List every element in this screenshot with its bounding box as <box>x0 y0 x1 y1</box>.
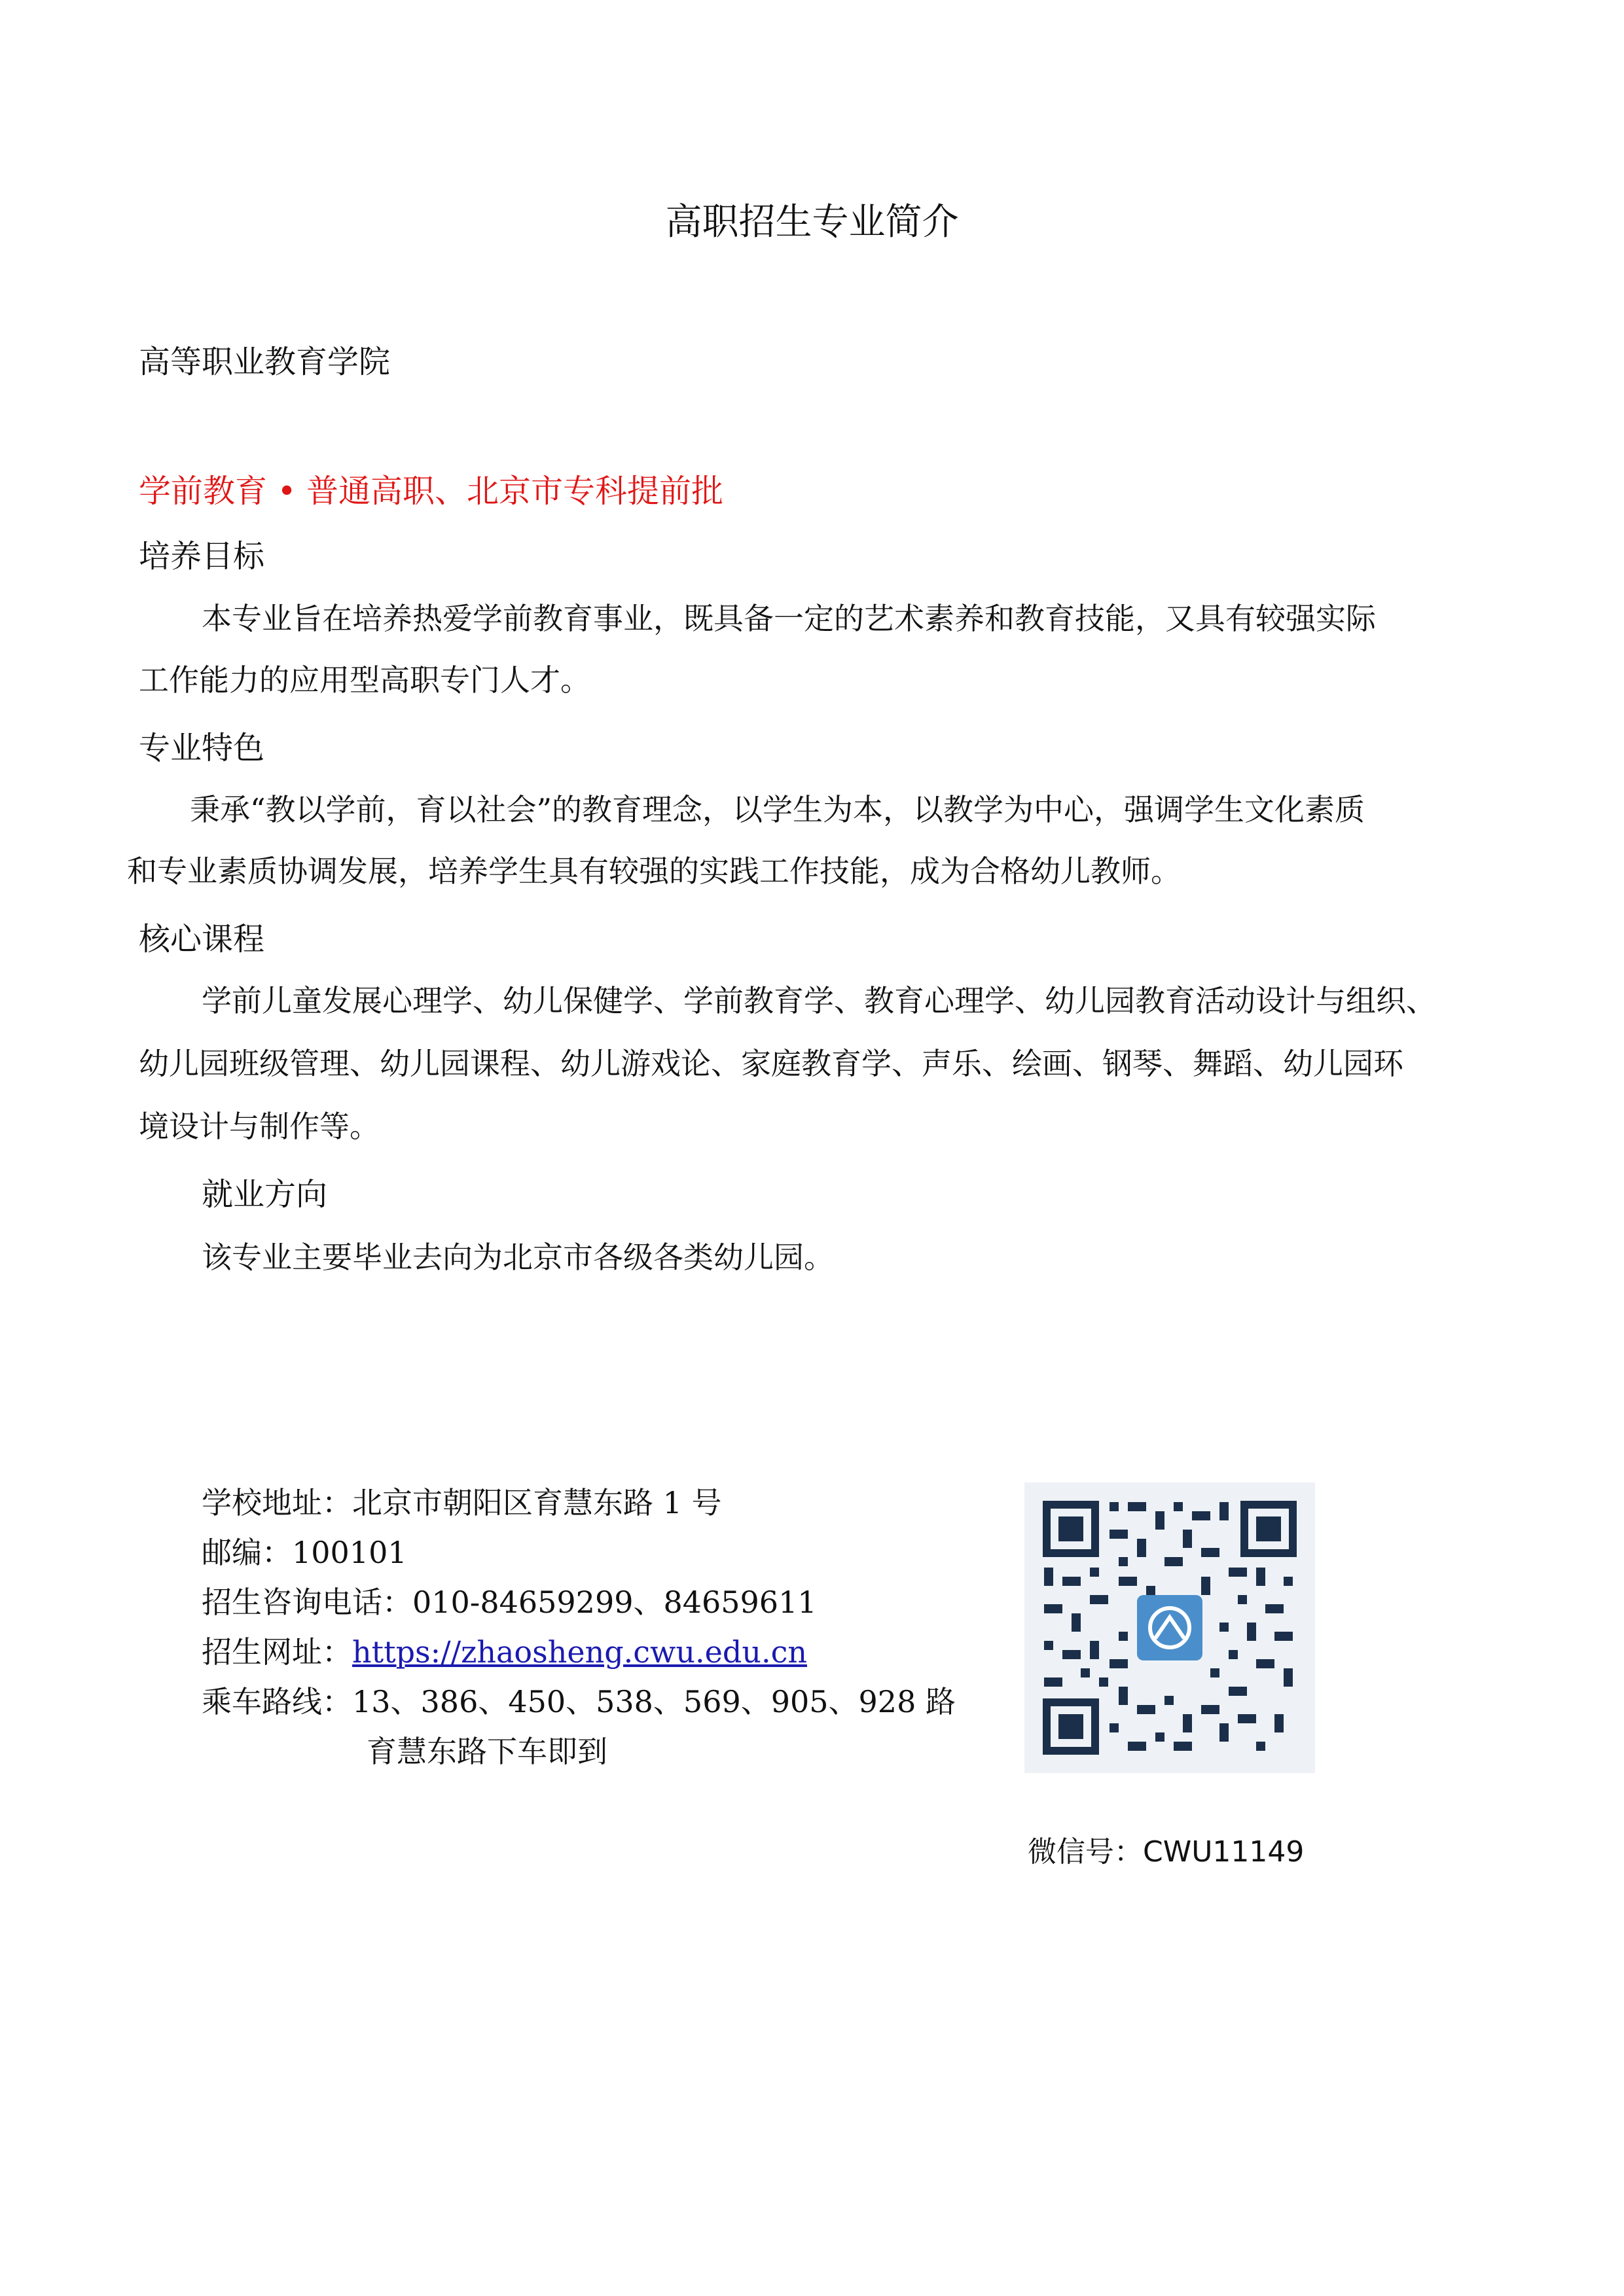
courses-line-3: 境设计与制作等。 <box>139 1109 380 1144</box>
phone-line: 招生咨询电话：010-84659299、84659611 <box>202 1585 817 1620</box>
wechat-id: 微信号：CWU11149 <box>1028 1835 1305 1869</box>
courses-line-1: 学前儿童发展心理学、幼儿保健学、学前教育学、教育心理学、幼儿园教育活动设计与组织、 <box>202 983 1436 1018</box>
section-heading-feature: 专业特色 <box>139 730 265 766</box>
website-line <box>202 1627 807 1677</box>
page-title: 高职招生专业简介 <box>665 201 959 243</box>
bus-route-line: 乘车路线：13、386、450、538、569、905、928 路 <box>202 1684 956 1719</box>
address-line: 学校地址：北京市朝阳区育慧东路 1 号 <box>202 1485 722 1520</box>
postcode-line: 邮编：100101 <box>202 1535 407 1570</box>
website-link[interactable]: https://zhaosheng.cwu.edu.cn <box>352 1634 807 1670</box>
major-heading: 学前教育 • 普通高职、北京市专科提前批 <box>139 473 724 510</box>
bus-stop-line: 育慧东路下车即到 <box>367 1734 607 1769</box>
feature-line-1: 秉承“教以学前，育以社会”的教育理念，以学生为本，以教学为中心，强调学生文化素质 <box>190 792 1365 827</box>
section-heading-courses: 核心课程 <box>139 921 265 958</box>
section-heading-career: 就业方向 <box>202 1176 328 1213</box>
feature-line-2: 和专业素质协调发展，培养学生具有较强的实践工作技能，成为合格幼儿教师。 <box>127 853 1181 889</box>
college-name: 高等职业教育学院 <box>139 344 391 380</box>
goal-line-1: 本专业旨在培养热爱学前教育事业，既具备一定的艺术素养和教育技能，又具有较强实际 <box>202 601 1376 636</box>
website-label: 招生网址： <box>202 1634 352 1670</box>
career-line-1: 该专业主要毕业去向为北京市各级各类幼儿园。 <box>202 1240 834 1275</box>
goal-line-2: 工作能力的应用型高职专门人才。 <box>139 662 590 698</box>
qr-code-icon <box>1024 1482 1315 1773</box>
courses-line-2: 幼儿园班级管理、幼儿园课程、幼儿游戏论、家庭教育学、声乐、绘画、钢琴、舞蹈、幼儿园环 <box>139 1046 1403 1081</box>
section-heading-goal: 培养目标 <box>139 538 265 575</box>
